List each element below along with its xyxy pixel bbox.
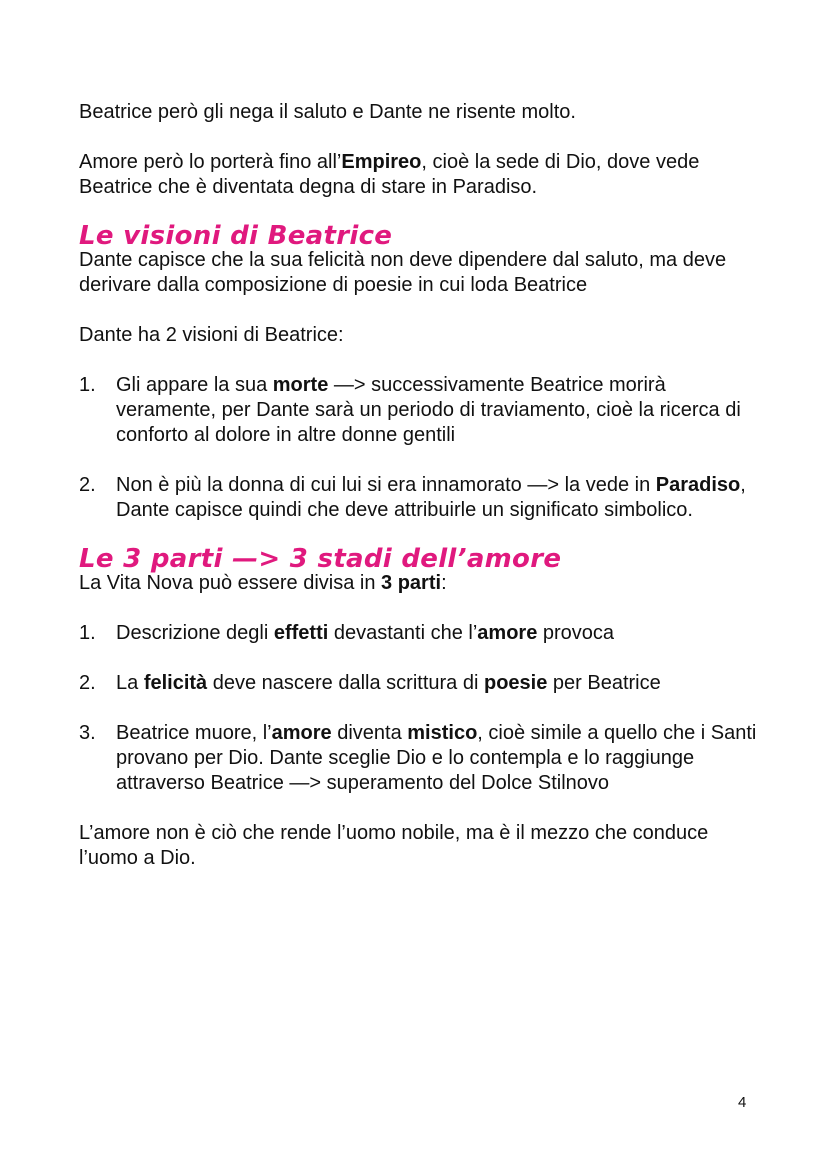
list-number: 2. (79, 672, 96, 694)
text-run: , cioè la sede di Dio, dove vede Beatrice che è diventata degna di stare in Paradiso. (79, 151, 700, 198)
section-title-parti: Le 3 parti —> 3 stadi dell’amore (79, 544, 562, 574)
list-item (79, 721, 759, 796)
text-run: deve nascere dalla scrittura di (207, 672, 484, 694)
bold-term: poesie (483, 672, 548, 694)
bold-term: Paradiso (655, 474, 741, 496)
intro-paragraph-1: Beatrice però gli nega il saluto e Dante ne risente molto. (79, 101, 576, 123)
text-run: , cioè simile a quello che i Santi provano per Dio. Dante sceglie Dio e lo contempla e lo raggiunge attraverso Beatrice —> superamento del Dolce Stilnovo (116, 722, 757, 794)
list-number: 2. (79, 474, 96, 496)
section-title-visioni: Le visioni di Beatrice (79, 221, 393, 251)
list-item (79, 473, 759, 523)
text-run: devastanti che l’ (328, 622, 478, 644)
text-run: Amore però lo porterà fino all’ (79, 151, 342, 173)
text-run: per Beatrice (547, 672, 661, 694)
closing-paragraph: L’amore non è ciò che rende l’uomo nobile, ma è il mezzo che conduce l’uomo a Dio. (79, 822, 709, 869)
bold-term: Empireo (341, 151, 422, 173)
list-item (79, 671, 759, 696)
text-run: diventa (331, 722, 408, 744)
text-run: La Vita Nova può essere divisa in (79, 572, 382, 594)
list-item (79, 621, 759, 646)
text-run: La (116, 672, 144, 694)
section1-paragraph-2: Dante ha 2 visioni di Beatrice: (79, 324, 344, 346)
bold-term: mistico (407, 722, 478, 744)
list-number: 1. (79, 374, 96, 396)
text-run: provoca (537, 622, 615, 644)
bold-term: amore (477, 622, 538, 644)
list-number: 1. (79, 622, 96, 644)
text-run: Gli appare la sua (116, 374, 273, 396)
text-run: Beatrice muore, l’ (116, 722, 272, 744)
section1-paragraph-1: Dante capisce che la sua felicità non deve dipendere dal saluto, ma deve derivare dalla composizione di poesie in cui loda Beatrice (79, 249, 727, 296)
page-number: 4 (738, 1094, 747, 1111)
section2-paragraph-1 (79, 571, 759, 596)
document-page (79, 100, 759, 871)
bold-term: effetti (273, 622, 329, 644)
text-run: Descrizione degli (116, 622, 274, 644)
list-number: 3. (79, 722, 96, 744)
bold-term: felicità (143, 672, 208, 694)
bold-term: amore (271, 722, 332, 744)
text-run: Non è più la donna di cui lui si era innamorato —> la vede in (116, 474, 656, 496)
text-run: : (441, 572, 447, 594)
list-item (79, 373, 759, 448)
bold-term: 3 parti (381, 572, 442, 594)
text-run: —> successivamente Beatrice morirà veramente, per Dante sarà un periodo di traviamento, cioè la ricerca di conforto al dolore in altre donne gentili (116, 374, 741, 446)
bold-term: morte (272, 374, 329, 396)
intro-paragraph-2 (79, 150, 759, 200)
text-run: , Dante capisce quindi che deve attribuirle un significato simbolico. (116, 474, 746, 521)
